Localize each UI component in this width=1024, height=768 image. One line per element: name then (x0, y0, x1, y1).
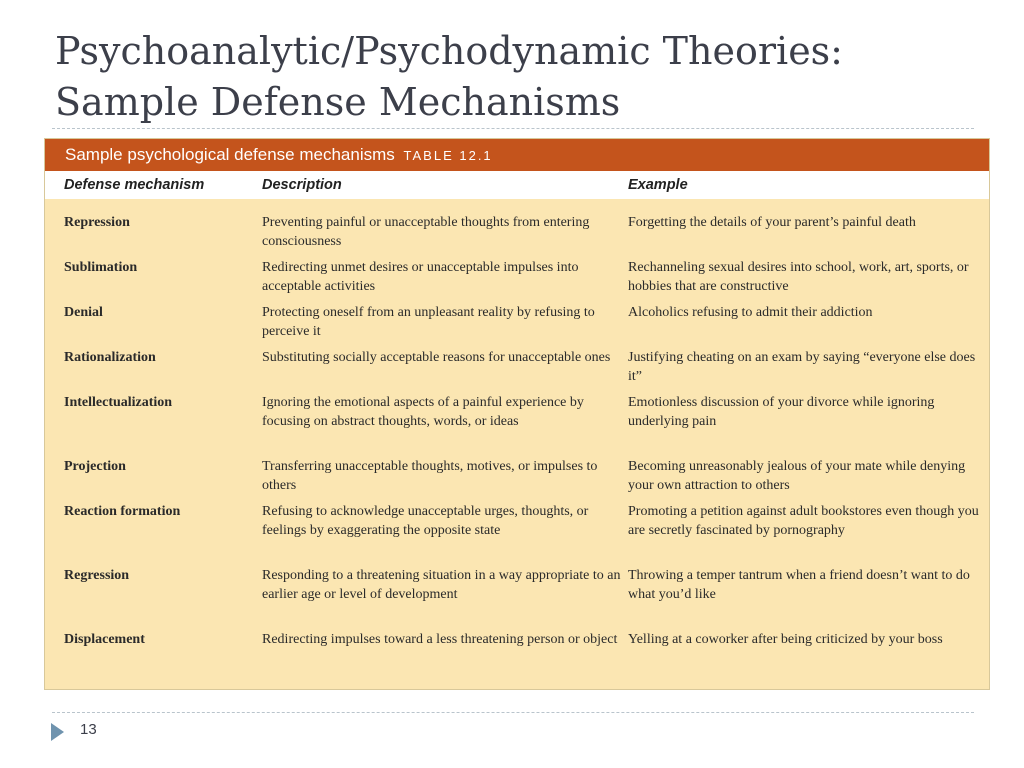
table-row (45, 455, 989, 500)
table-row (45, 256, 989, 301)
table-row (45, 211, 989, 256)
table-header-row (45, 171, 989, 199)
slide-title-line2: Sample Defense Mechanisms (55, 80, 621, 124)
mechanism-cell: Reaction formation (64, 504, 181, 519)
mechanism-cell: Displacement (64, 632, 145, 647)
column-header-example: Example (628, 177, 688, 193)
column-header-description: Description (262, 177, 342, 193)
table-row (45, 391, 989, 455)
example-cell: Alcoholics refusing to admit their addiction (628, 305, 873, 320)
slide-title (55, 26, 995, 128)
example-cell: Emotionless discussion of your divorce while ignoring underlying pain (628, 395, 935, 429)
table-row (45, 346, 989, 391)
triangle-arrow-icon (51, 723, 64, 741)
table-row (45, 564, 989, 628)
mechanism-cell: Sublimation (64, 260, 138, 275)
mechanism-cell: Projection (64, 459, 126, 474)
table-row (45, 301, 989, 346)
description-cell: Protecting oneself from an unpleasant reality by refusing to perceive it (262, 305, 595, 339)
example-cell: Forgetting the details of your parent’s painful death (628, 215, 916, 230)
example-cell: Justifying cheating on an exam by saying “everyone else does it” (628, 350, 976, 384)
table-row (45, 628, 989, 673)
example-cell: Throwing a temper tantrum when a friend doesn’t want to do what you’d like (628, 568, 970, 602)
example-cell: Yelling at a coworker after being criticized by your boss (628, 632, 943, 647)
table-row (45, 500, 989, 564)
example-cell: Becoming unreasonably jealous of your mate while denying your own attraction to others (628, 459, 966, 493)
mechanism-cell: Rationalization (64, 350, 156, 365)
description-cell: Redirecting impulses toward a less threatening person or object (262, 632, 618, 647)
description-cell: Refusing to acknowledge unacceptable urges, thoughts, or feelings by exaggerating the opposite state (262, 504, 589, 538)
top-divider (52, 128, 974, 129)
page-number: 13 (80, 721, 97, 738)
table-banner-tag: TABLE 12.1 (403, 148, 493, 163)
table-banner (45, 139, 989, 171)
description-cell: Preventing painful or unacceptable thoughts from entering consciousness (262, 215, 590, 249)
description-cell: Ignoring the emotional aspects of a painful experience by focusing on abstract thoughts, words, or ideas (262, 395, 584, 429)
mechanism-cell: Repression (64, 215, 130, 230)
bottom-divider (52, 712, 974, 713)
mechanism-cell: Regression (64, 568, 130, 583)
example-cell: Rechanneling sexual desires into school, work, art, sports, or hobbies that are constructive (628, 260, 969, 294)
description-cell: Redirecting unmet desires or unacceptable impulses into acceptable activities (262, 260, 579, 294)
description-cell: Transferring unacceptable thoughts, motives, or impulses to others (262, 459, 598, 493)
mechanism-cell: Intellectualization (64, 395, 173, 410)
description-cell: Responding to a threatening situation in a way appropriate to an earlier age or level of development (262, 568, 621, 602)
slide-title-line1: Psychoanalytic/Psychodynamic Theories: (55, 29, 843, 73)
column-header-mechanism: Defense mechanism (64, 177, 205, 193)
defense-mechanisms-table (44, 138, 990, 690)
example-cell: Promoting a petition against adult bookstores even though you are secretly fascinated by pornography (628, 504, 979, 538)
description-cell: Substituting socially acceptable reasons for unacceptable ones (262, 350, 611, 365)
mechanism-cell: Denial (64, 305, 103, 320)
table-body (45, 211, 989, 673)
table-banner-title: Sample psychological defense mechanisms (65, 145, 395, 164)
